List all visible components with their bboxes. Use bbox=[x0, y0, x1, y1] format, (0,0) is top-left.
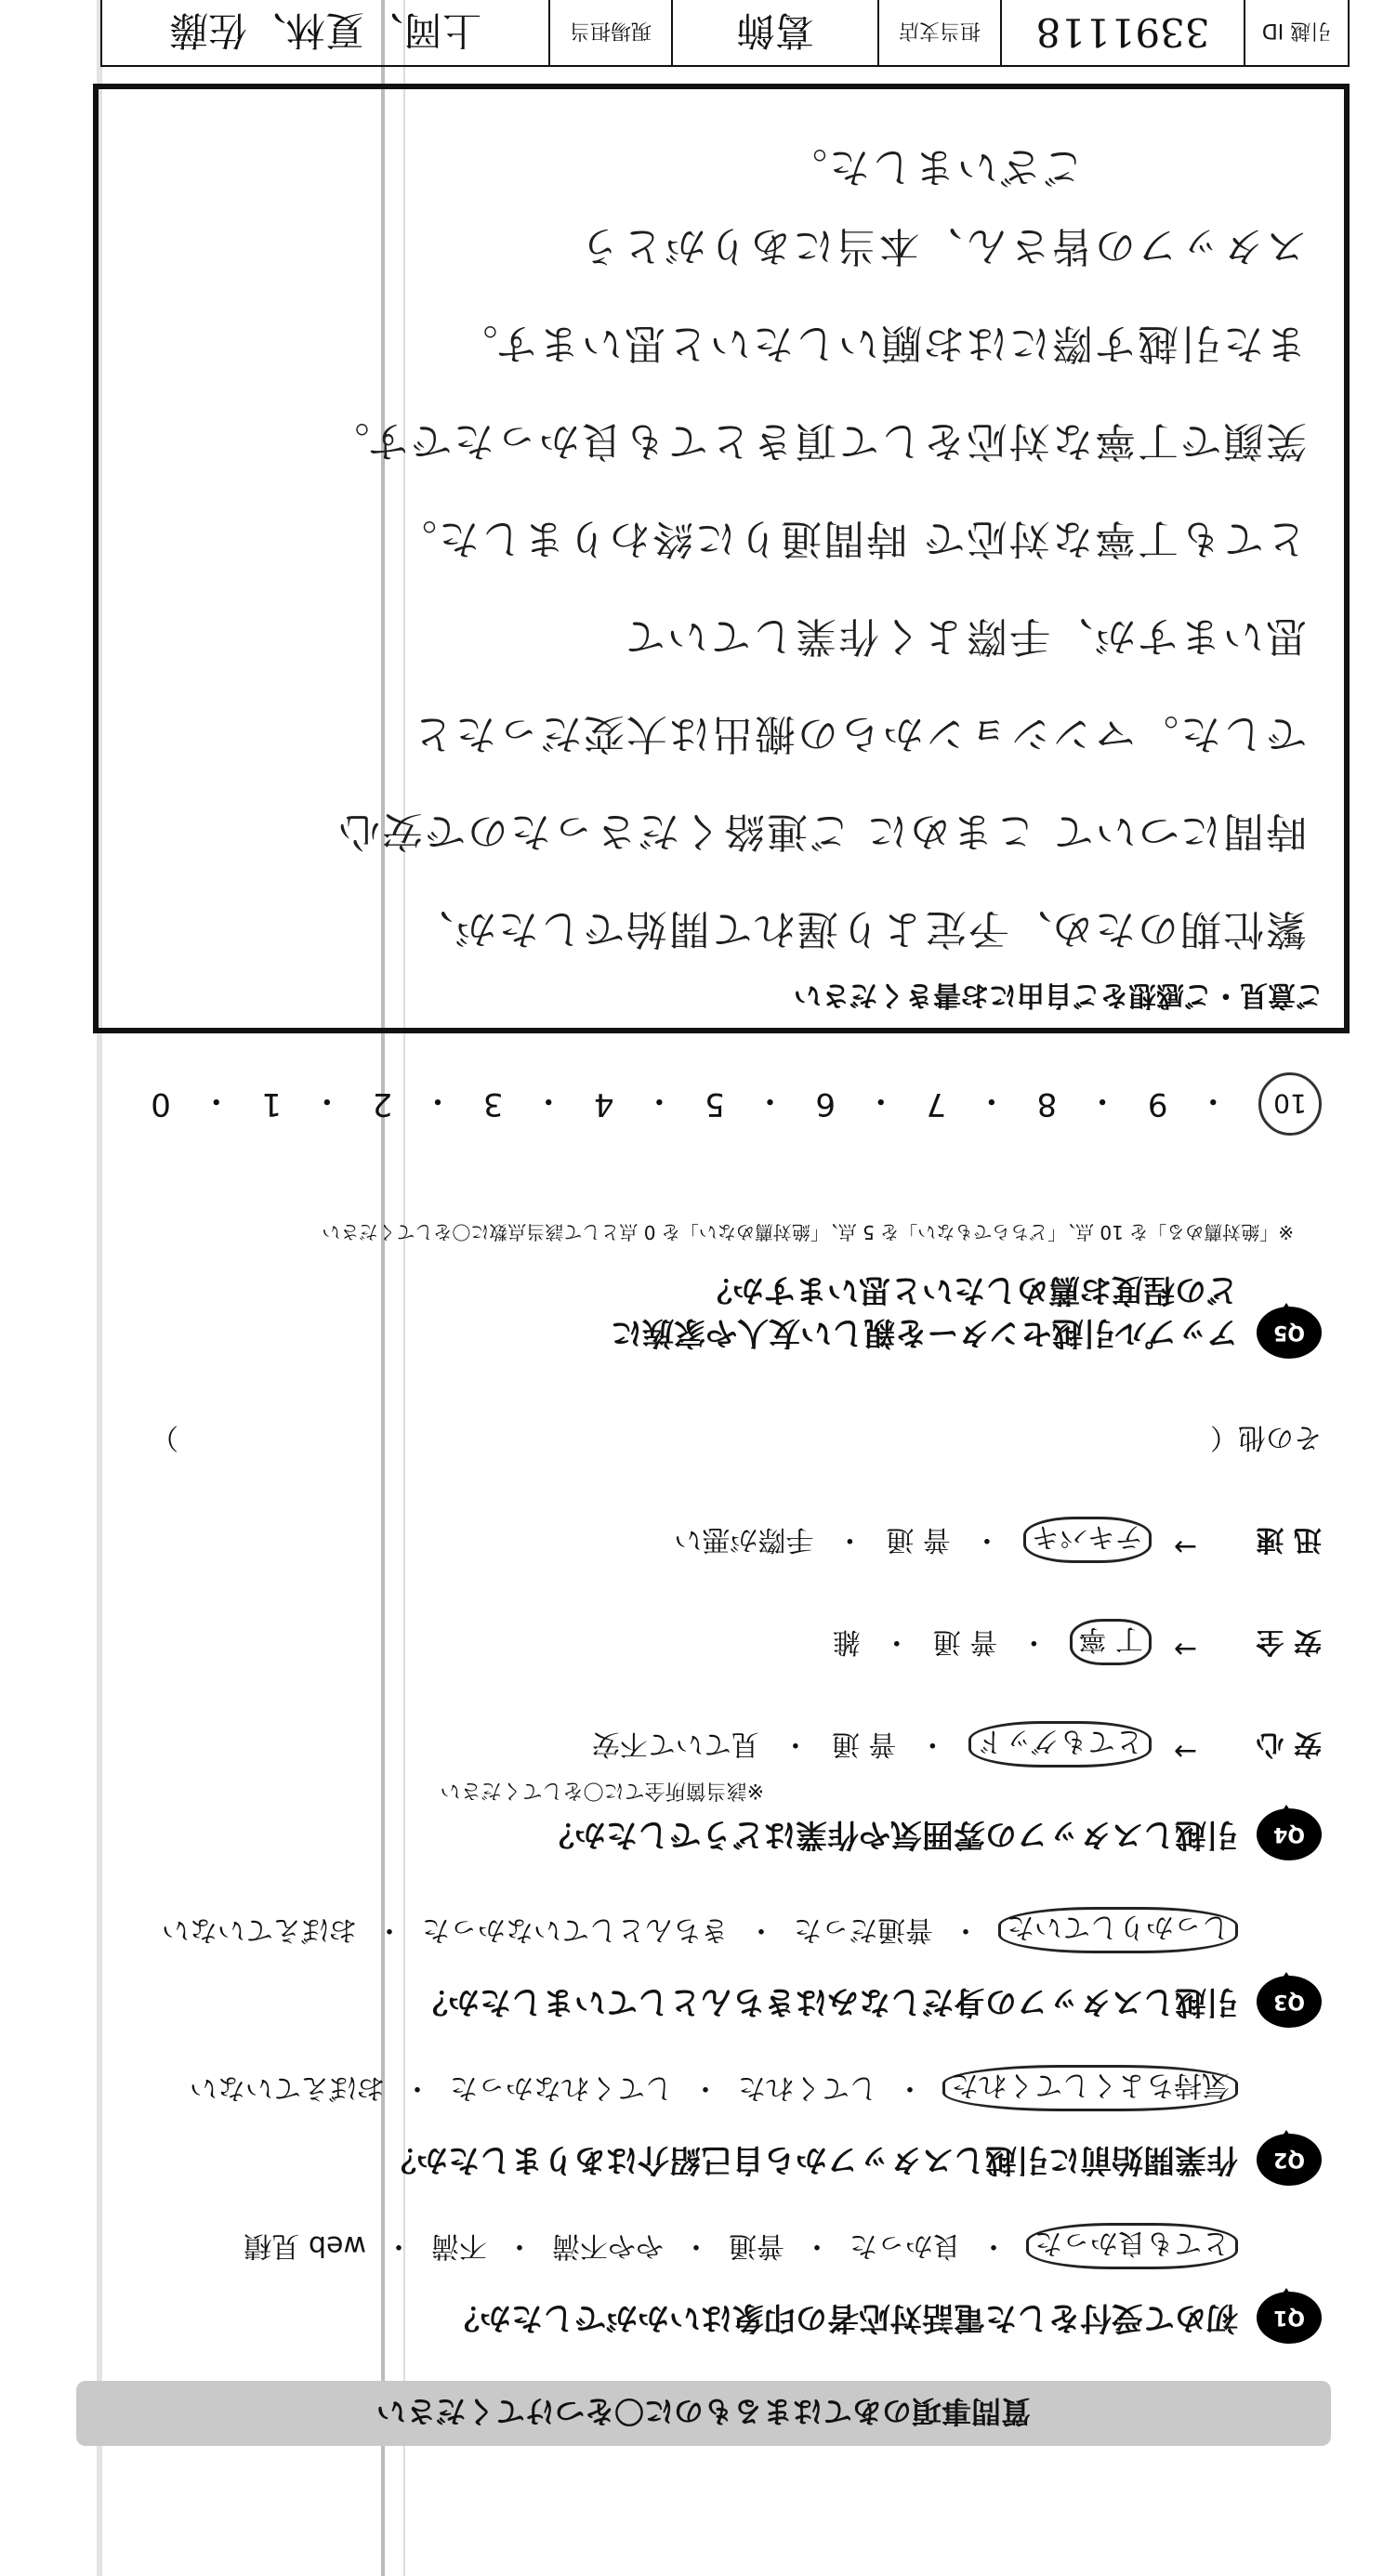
staff-value: 上岡、夏林、佐藤 bbox=[169, 7, 482, 53]
q4-row2-option-1[interactable]: 丁 寧 bbox=[1070, 1619, 1152, 1665]
q3-badge: Q3 bbox=[1257, 1976, 1322, 2028]
q2-option-did-not[interactable]: してくれなかった bbox=[450, 2071, 673, 2104]
q4-row-safety: 安 全 → 丁 寧 ・ 普 通 ・ 雑 bbox=[833, 1619, 1322, 1665]
comment-line: 繁忙期のため、予定より遅れて開始でしたが、 bbox=[410, 905, 1307, 953]
q4-badge: Q4 bbox=[1257, 1808, 1322, 1860]
q4-row1-option-1[interactable]: とてもグッド bbox=[968, 1721, 1152, 1768]
staff-label: 現場担当 bbox=[548, 0, 671, 65]
q3-options: しっかりしていた ・ 普通だった ・ きちんとしていなかった ・ おぼえていない bbox=[162, 1907, 1238, 1953]
comment-line: でした。マンションからの搬出は大変だったと bbox=[410, 710, 1307, 757]
score-8[interactable]: 8 bbox=[1036, 1085, 1058, 1123]
q3-option-neat[interactable]: しっかりしていた bbox=[998, 1907, 1238, 1953]
id-label: 引越 ID bbox=[1244, 0, 1348, 65]
q4-row-label: 安 心 bbox=[1256, 1728, 1322, 1760]
question-3 bbox=[132, 1907, 1322, 2028]
question-4 bbox=[132, 1779, 1322, 1860]
q4-row1-option-2[interactable]: 普 通 bbox=[831, 1728, 897, 1760]
q1-option-good[interactable]: 良かった bbox=[849, 2229, 961, 2262]
q4-row-speed: 迅 速 → テキパキ ・ 普 通 ・ 手際が悪い bbox=[674, 1517, 1322, 1563]
q1-text: 初めて受付をした電話対応者の印象はいかがでしたか？ bbox=[448, 2299, 1238, 2336]
q3-option-dont-remember[interactable]: おぼえていない bbox=[162, 1913, 357, 1946]
arrow-icon: → bbox=[1173, 1735, 1197, 1768]
score-0[interactable]: 0 bbox=[151, 1085, 171, 1123]
q3-option-not-neat[interactable]: きちんとしていなかった bbox=[422, 1913, 729, 1946]
score-2[interactable]: 2 bbox=[372, 1085, 393, 1123]
score-6[interactable]: 6 bbox=[815, 1085, 836, 1123]
score-9[interactable]: 9 bbox=[1147, 1085, 1168, 1123]
comment-line: 笑顔で丁寧な対応をして頂きとても良かったです。 bbox=[326, 417, 1307, 465]
instruction-banner: 質問事項のあてはまるものに〇をつけてください bbox=[76, 2381, 1331, 2446]
q4-note: ※該当箇所全てに〇をしてください bbox=[440, 1779, 764, 1802]
question-2 bbox=[132, 2065, 1322, 2186]
comment-box[interactable] bbox=[93, 84, 1350, 1033]
q4-row3-option-1[interactable]: テキパキ bbox=[1023, 1517, 1152, 1563]
q2-option-very-well[interactable]: 気持ちよくしてくれた bbox=[942, 2065, 1238, 2111]
comment-line: ございました。 bbox=[784, 143, 1084, 191]
q2-text: 作業開始前に引越しスタッフから自己紹介はありましたか？ bbox=[385, 2141, 1238, 2178]
q1-option-bad[interactable]: 不満 bbox=[431, 2229, 487, 2262]
q5-note: ※「絶対薦める」を 10 点、「どちらでもない」を 5 点、「絶対薦めない」を 0 点として該当点数に〇をしてください bbox=[322, 1221, 1294, 1243]
q5-text-line-2: どの程度お薦めしたいと思いますか？ bbox=[701, 1271, 1238, 1308]
id-value: 3391118 bbox=[1000, 0, 1244, 65]
branch-value: 葛飾 bbox=[671, 0, 877, 65]
q4-row-safety-feel: 安 心 → とてもグッド ・ 普 通 ・ 見ていて不安 bbox=[592, 1721, 1322, 1768]
q4-row-label: 迅 速 bbox=[1256, 1523, 1322, 1556]
q3-option-normal[interactable]: 普通だった bbox=[794, 1913, 933, 1946]
arrow-icon: → bbox=[1173, 1531, 1197, 1563]
q2-badge: Q2 bbox=[1257, 2134, 1322, 2186]
score-5[interactable]: 5 bbox=[705, 1085, 725, 1123]
q4-other-label: その他（ bbox=[1210, 1421, 1322, 1453]
q2-option-dont-remember[interactable]: おぼえていない bbox=[190, 2071, 385, 2104]
question-5 bbox=[132, 1182, 1322, 1359]
comment-line: 時間について こまめに ご連絡くださったので安心 bbox=[336, 808, 1307, 855]
q1-option-very-good[interactable]: とても良かった bbox=[1026, 2223, 1238, 2269]
q2-option-did[interactable]: してくれた bbox=[738, 2071, 877, 2104]
footer-strip bbox=[100, 0, 1350, 67]
q2-options: 気持ちよくしてくれた ・ してくれた ・ してくれなかった ・ おぼえていない bbox=[190, 2065, 1238, 2111]
q1-option-web[interactable]: web 見積 bbox=[244, 2229, 366, 2262]
q4-row2-option-2[interactable]: 普 通 bbox=[932, 1625, 998, 1658]
q5-text-line-1: アップル引越センターを親しい友人や家族に bbox=[611, 1314, 1238, 1351]
arrow-icon: → bbox=[1173, 1633, 1197, 1665]
q5-badge: Q5 bbox=[1257, 1307, 1322, 1359]
q4-text: 引越しスタッフの雰囲気や作業はどうでしたか？ bbox=[543, 1816, 1238, 1853]
q3-text: 引越しスタッフの身だしなみはきちんとしていましたか？ bbox=[416, 1983, 1238, 2020]
question-1 bbox=[132, 2223, 1322, 2344]
q1-option-normal[interactable]: 普通 bbox=[729, 2229, 784, 2262]
comment-heading: ご意見・ご感想をご自由にお書きください bbox=[794, 979, 1324, 1011]
q1-badge: Q1 bbox=[1257, 2292, 1322, 2344]
q1-options: とても良かった ・ 良かった ・ 普通 ・ やや不満 ・ 不満 ・ web 見積 bbox=[244, 2223, 1238, 2269]
q4-other-close: ） bbox=[151, 1421, 178, 1453]
q4-row-label: 安 全 bbox=[1256, 1625, 1322, 1658]
q4-row3-option-3[interactable]: 手際が悪い bbox=[674, 1523, 814, 1556]
comment-line: また引越す際にはお願いしたいと思います。 bbox=[454, 320, 1307, 367]
score-1[interactable]: 1 bbox=[261, 1085, 283, 1123]
score-scale: 10 ・ 9 ・ 8 ・ 7 ・ 6 ・ 5 ・ 4 ・ 3 ・ 2 ・ 1 ・ 0 bbox=[151, 1072, 1322, 1136]
q4-row3-option-2[interactable]: 普 通 bbox=[886, 1523, 951, 1556]
q1-option-slightly-bad[interactable]: やや不満 bbox=[552, 2229, 664, 2262]
comment-line: 思いますが、手際よく作業していて bbox=[623, 612, 1307, 660]
comment-line: とても丁寧な対応で 時間通りに終わりました。 bbox=[394, 515, 1307, 562]
score-7[interactable]: 7 bbox=[926, 1085, 947, 1123]
branch-label: 担当支店 bbox=[877, 0, 1000, 65]
score-3[interactable]: 3 bbox=[482, 1085, 504, 1123]
score-4[interactable]: 4 bbox=[593, 1085, 614, 1123]
q4-row2-option-3[interactable]: 雑 bbox=[832, 1625, 861, 1658]
q4-other bbox=[151, 1420, 1322, 1461]
score-10[interactable]: 10 bbox=[1258, 1072, 1322, 1136]
q4-row1-option-3[interactable]: 見ていて不安 bbox=[591, 1728, 759, 1760]
comment-line: スタッフの皆さん、本当にありがとう bbox=[577, 222, 1307, 269]
